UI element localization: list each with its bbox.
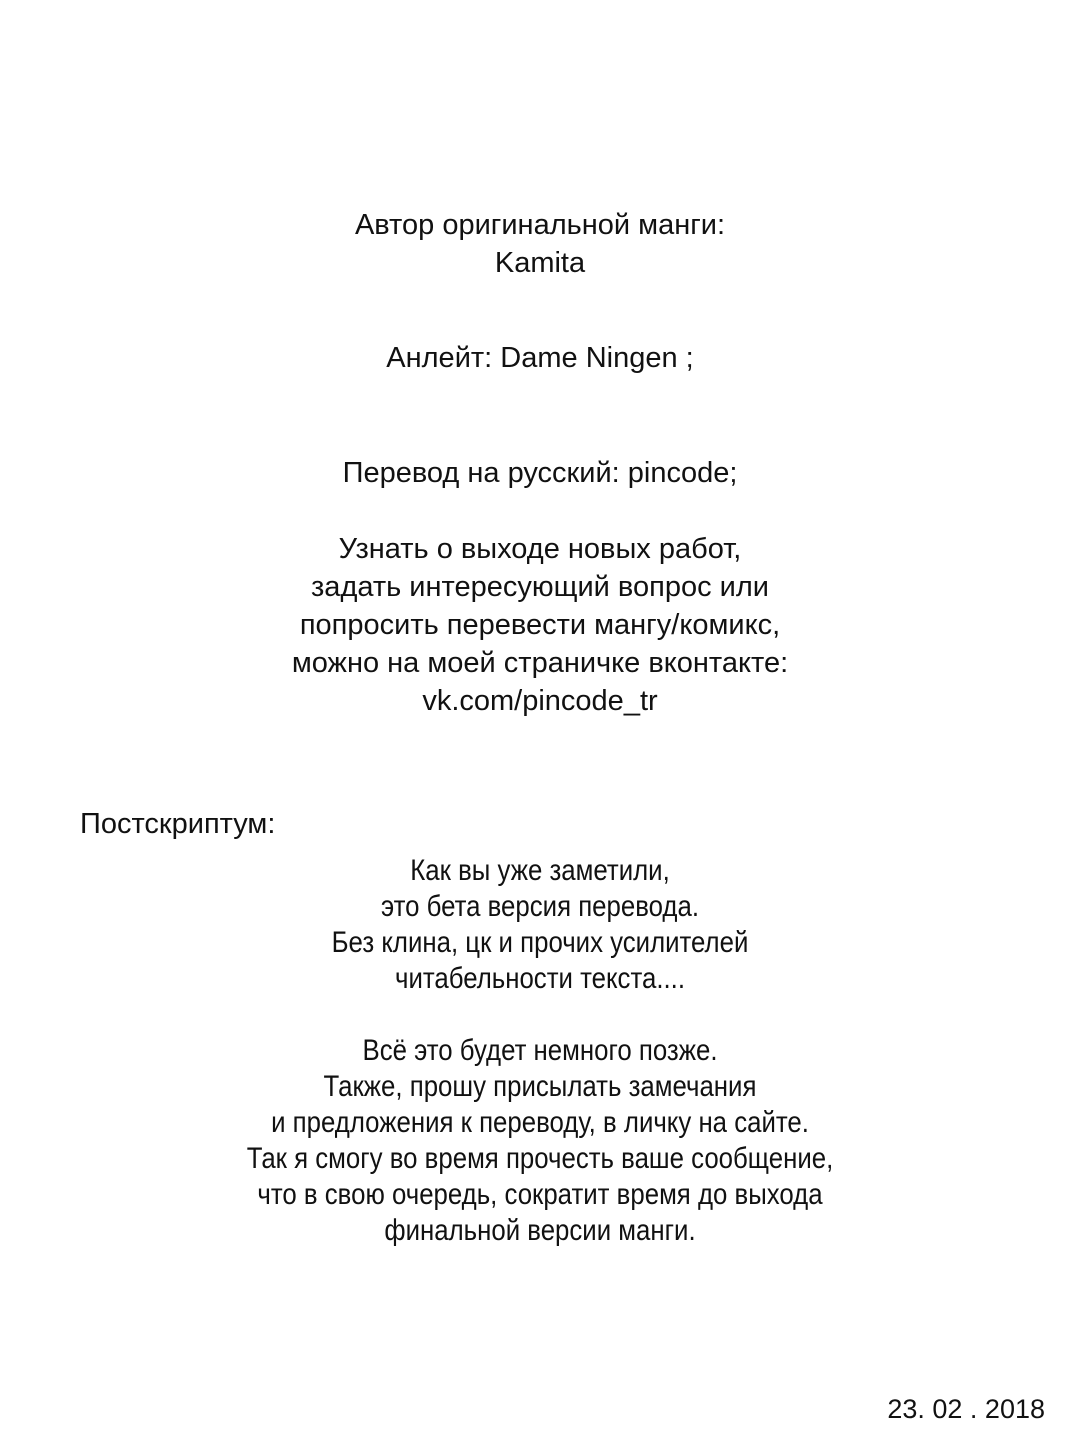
contact-line: Узнать о выходе новых работ, xyxy=(338,533,742,565)
author-credit xyxy=(0,206,1080,282)
postscript-line: это бета версия перевода. xyxy=(380,890,700,923)
postscript-line: что в свою очередь, сократит время до выхода xyxy=(257,1178,823,1211)
postscript-line: читабельности текста.... xyxy=(394,962,686,995)
date: 23. 02 . 2018 xyxy=(887,1394,1045,1424)
postscript-line: Всё это будет немного позже. xyxy=(362,1034,718,1067)
postscript-line: Так я смогу во время прочесть ваше сообщение, xyxy=(246,1142,834,1175)
russian-translation-credit: Перевод на русский: pincode; xyxy=(342,457,738,489)
postscript-title: Постскриптум: xyxy=(80,808,276,840)
contact-line: задать интересующий вопрос или xyxy=(311,571,769,603)
author-label: Автор оригинальной манги: xyxy=(354,209,726,241)
author-name: Kamita xyxy=(494,247,586,279)
postscript-line: финальной версии манги. xyxy=(384,1214,696,1247)
contact-line: попросить перевести мангу/комикс, xyxy=(299,609,781,641)
contact-line: можно на моей страничке вконтакте: xyxy=(291,647,789,679)
contact-info xyxy=(0,530,1080,720)
postscript-body xyxy=(0,853,1080,1249)
vk-link-text: vk.com/pincode_tr xyxy=(422,685,658,717)
paragraph-gap xyxy=(76,997,1005,1033)
english-translation-credit: Анлейт: Dame Ningen ; xyxy=(386,342,694,374)
postscript-line: Как вы уже заметили, xyxy=(410,854,670,887)
postscript-line: и предложения к переводу, в личку на сайте. xyxy=(271,1106,809,1139)
postscript-line: Без клина, цк и прочих усилителей xyxy=(331,926,749,959)
postscript-line: Также, прошу присылать замечания xyxy=(323,1070,757,1103)
